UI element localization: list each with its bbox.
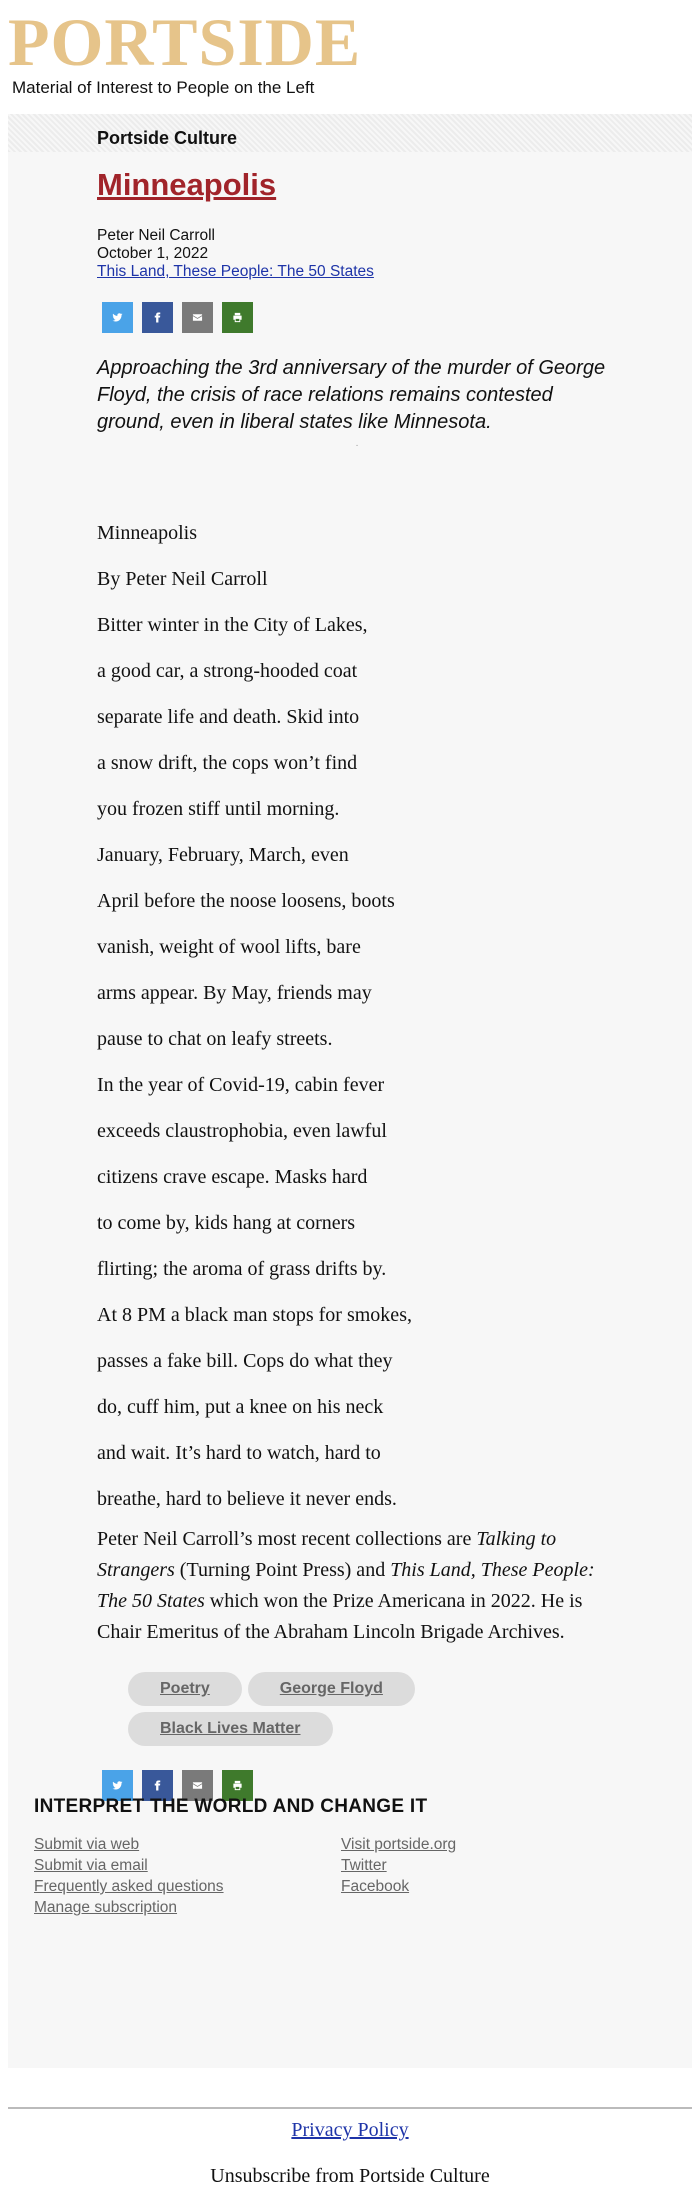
facebook-icon <box>152 1780 163 1791</box>
twitter-share-button[interactable] <box>102 302 133 333</box>
bio-book-title: Talking to Strangers <box>97 1528 557 1581</box>
email-share-button[interactable] <box>182 302 213 333</box>
separator-dot: · <box>355 440 359 451</box>
poem-line: April before the noose loosens, boots <box>97 890 395 912</box>
poem-title: Minneapolis <box>97 522 197 544</box>
poem-line: passes a fake bill. Cops do what they <box>97 1350 393 1372</box>
poem-line: a good car, a strong-hooded coat <box>97 660 358 682</box>
poem-line: arms appear. By May, friends may <box>97 982 372 1004</box>
author: Peter Neil Carroll <box>97 227 216 244</box>
footer <box>34 1796 654 1918</box>
privacy-policy-link[interactable]: Privacy Policy <box>291 2119 409 2141</box>
article-summary: Approaching the 3rd anniversary of the murder of George Floyd, the crisis of race relations remains contested ground, even in liberal states like Minnesota. <box>97 357 606 433</box>
article-content <box>97 128 617 1801</box>
poem-line: Bitter winter in the City of Lakes, <box>97 614 368 636</box>
author-bio <box>97 1524 617 1648</box>
poem-line: separate life and death. Skid into <box>97 706 360 728</box>
privacy-policy <box>0 2119 700 2142</box>
source-link[interactable]: This Land, These People: The 50 States <box>97 263 374 280</box>
facebook-icon <box>152 312 163 323</box>
masthead <box>8 4 692 98</box>
email-icon <box>192 1780 203 1791</box>
footer-links-left <box>34 1834 341 1918</box>
poem-line: you frozen stiff until morning. <box>97 798 340 820</box>
poem-line: and wait. It’s hard to watch, hard to <box>97 1442 381 1464</box>
print-icon <box>232 312 243 323</box>
submit-email-link[interactable]: Submit via email <box>34 1857 148 1874</box>
unsubscribe-text[interactable]: Unsubscribe from Portside Culture <box>210 2165 490 2187</box>
divider <box>8 2107 692 2109</box>
footer-heading: INTERPRET THE WORLD AND CHANGE IT <box>34 1796 428 1817</box>
article-panel <box>8 114 692 2068</box>
facebook-share-button[interactable] <box>142 302 173 333</box>
bio-text: (Turning Point Press) and <box>174 1559 391 1581</box>
portside-logo[interactable]: PORTSIDE <box>8 4 362 80</box>
poem-line: exceeds claustrophobia, even lawful <box>97 1120 387 1142</box>
email-icon <box>192 312 203 323</box>
poem-line: breathe, hard to believe it never ends. <box>97 1488 397 1510</box>
article-title[interactable]: Minneapolis <box>97 167 277 202</box>
poem-line: In the year of Covid-19, cabin fever <box>97 1074 385 1096</box>
visit-portside-link[interactable]: Visit portside.org <box>341 1836 457 1853</box>
twitter-link[interactable]: Twitter <box>341 1857 387 1874</box>
poem-line: citizens crave escape. Masks hard <box>97 1166 368 1188</box>
tag-black-lives-matter[interactable]: Black Lives Matter <box>128 1712 333 1746</box>
poem-line: pause to chat on leafy streets. <box>97 1028 333 1050</box>
footer-links-right <box>341 1834 648 1918</box>
facebook-link[interactable]: Facebook <box>341 1878 410 1895</box>
poem-line: At 8 PM a black man stops for smokes, <box>97 1304 412 1326</box>
print-button[interactable] <box>222 302 253 333</box>
twitter-icon <box>112 312 123 323</box>
poem-line: do, cuff him, put a knee on his neck <box>97 1396 384 1418</box>
bio-text: Peter Neil Carroll’s most recent collections are <box>97 1528 477 1550</box>
share-bar-top <box>102 302 617 333</box>
tagline: Material of Interest to People on the Left <box>12 78 315 97</box>
bio-book-title: This Land, These People: The 50 States <box>97 1559 595 1612</box>
manage-subscription-link[interactable]: Manage subscription <box>34 1899 178 1916</box>
poem <box>97 510 617 1522</box>
poem-line: a snow drift, the cops won’t find <box>97 752 358 774</box>
poem-line: flirting; the aroma of grass drifts by. <box>97 1258 387 1280</box>
poem-line: January, February, March, even <box>97 844 349 866</box>
print-icon <box>232 1780 243 1791</box>
tag-list <box>128 1672 468 1746</box>
submit-web-link[interactable]: Submit via web <box>34 1836 140 1853</box>
footer-links <box>34 1834 654 1918</box>
tag-poetry[interactable]: Poetry <box>128 1672 242 1706</box>
bio-text: which won the Prize Americana in 2022. He is Chair Emeritus of the Abraham Lincoln Brigade Archives. <box>97 1590 583 1643</box>
tag-george-floyd[interactable]: George Floyd <box>248 1672 415 1706</box>
twitter-icon <box>112 1780 123 1791</box>
section-label: Portside Culture <box>97 128 238 148</box>
faq-link[interactable]: Frequently asked questions <box>34 1878 224 1895</box>
date: October 1, 2022 <box>97 245 209 262</box>
poem-byline: By Peter Neil Carroll <box>97 568 268 590</box>
poem-line: vanish, weight of wool lifts, bare <box>97 936 361 958</box>
article-meta <box>97 227 617 281</box>
poem-line: to come by, kids hang at corners <box>97 1212 356 1234</box>
